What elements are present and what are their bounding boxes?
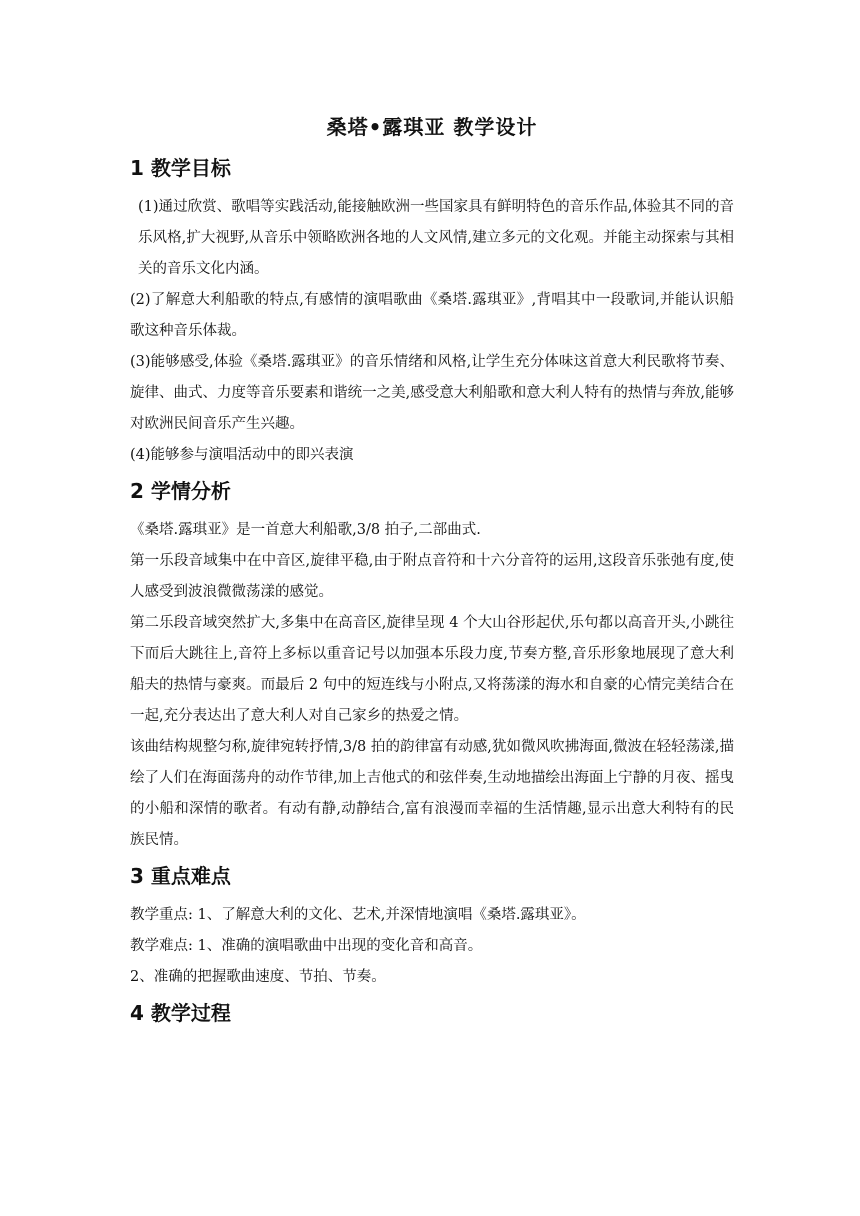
paragraph: (3)能够感受,体验《桑塔.露琪亚》的音乐情绪和风格,让学生充分体味这首意大利民歌将节奏、旋律、曲式、力度等音乐要素和谐统一之美,感受意大利船歌和意大利人特有的热情与奔放,能够对欧洲民间音乐产生兴趣。 [130,354,734,432]
paragraph: 教学难点: 1、准确的演唱歌曲中出现的变化音和高音。 [130,938,483,954]
paragraph: 该曲结构规整匀称,旋律宛转抒情,3/8 拍的韵律富有动感,犹如微风吹拂海面,微波在轻轻荡漾,描绘了人们在海面荡舟的动作节律,加上吉他式的和弦伴奏,生动地描绘出海面上宁静的月夜、摇曳的小船和深情的歌者。有动有静,动静结合,富有浪漫而幸福的生活情趣,显示出意大利特有的民族民情。 [130,739,734,848]
paragraph: 教学重点: 1、了解意大利的文化、艺术,并深情地演唱《桑塔.露琪亚》。 [130,907,586,923]
document-page [130,112,734,1037]
section-key-difficulties [130,862,734,993]
section-heading: 4 教学过程 [130,1001,231,1025]
paragraph: 第一乐段音域集中在中音区,旋律平稳,由于附点音符和十六分音符的运用,这段音乐张弛有度,使人感受到波浪微微荡漾的感觉。 [130,553,734,600]
document-title: 桑塔•露琪亚 教学设计 [326,115,538,139]
section-heading: 1 教学目标 [130,156,231,180]
section-learner-analysis [130,477,734,856]
section-teaching-goals [130,154,734,471]
paragraph: 2、准确的把握歌曲速度、节拍、节奏。 [130,969,386,985]
paragraph: (4)能够参与演唱活动中的即兴表演 [130,447,354,463]
paragraph: (2)了解意大利船歌的特点,有感情的演唱歌曲《桑塔.露琪亚》,背唱其中一段歌词,并能认识船歌这种音乐体裁。 [130,292,734,339]
section-heading: 2 学情分析 [130,479,231,503]
section-heading: 3 重点难点 [130,864,231,888]
paragraph: (1)通过欣赏、歌唱等实践活动,能接触欧洲一些国家具有鲜明特色的音乐作品,体验其不同的音乐风格,扩大视野,从音乐中领略欧洲各地的人文风情,建立多元的文化观。并能主动探索与其相关的音乐文化内涵。 [138,199,734,277]
section-teaching-process [130,999,734,1027]
paragraph: 《桑塔.露琪亚》是一首意大利船歌,3/8 拍子,二部曲式. [130,522,481,538]
paragraph: 第二乐段音域突然扩大,多集中在高音区,旋律呈现 4 个大山谷形起伏,乐句都以高音开头,小跳往下而后大跳往上,音符上多标以重音记号以加强本乐段力度,节奏方整,音乐形象地展现了意大利船夫的热情与豪爽。而最后 2 句中的短连线与小附点,又将荡漾的海水和自豪的心情完美结合在一起,充分表达出了意大利人对自己家乡的热爱之情。 [130,615,734,724]
